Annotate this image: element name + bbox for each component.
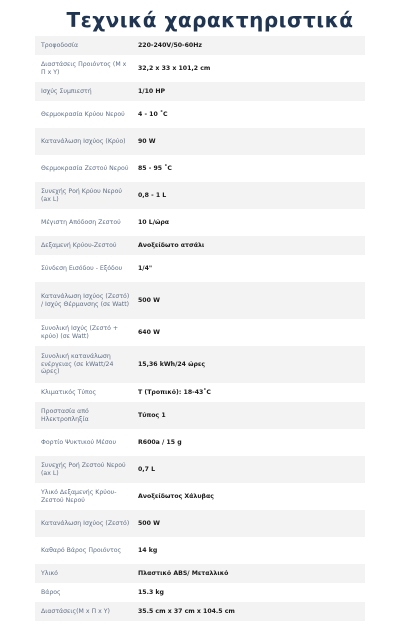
spec-label: Συνεχής Ροή Κρύου Νερού (ax L) xyxy=(35,182,132,209)
spec-row xyxy=(35,255,365,282)
spec-label: Συνολική κατανάλωση ενέργειας (σε kWatt/24 ώρες) xyxy=(35,346,132,383)
spec-value: 90 W xyxy=(132,128,365,155)
spec-row xyxy=(35,346,365,383)
spec-row xyxy=(35,182,365,209)
spec-label: Κατανάλωση Ισχύος (Ζεστό) / Ισχύς Θέρμανσης (σε Watt) xyxy=(35,282,132,319)
spec-value: 1/10 HP xyxy=(132,82,365,101)
spec-value: R600a / 15 g xyxy=(132,429,365,456)
spec-label: Θερμοκρασία Κρύου Νερού xyxy=(35,101,132,128)
spec-label: Φορτίο Ψυκτικού Μέσου xyxy=(35,429,132,456)
spec-row xyxy=(35,236,365,255)
spec-value: 14 kg xyxy=(132,537,365,564)
spec-row xyxy=(35,101,365,128)
spec-table xyxy=(35,36,365,621)
spec-value: Ανοξείδωτο ατσάλι xyxy=(132,236,365,255)
spec-row xyxy=(35,483,365,510)
spec-row xyxy=(35,456,365,483)
spec-value: 0,8 - 1 L xyxy=(132,182,365,209)
spec-row xyxy=(35,402,365,429)
spec-value: T (Τροπικό): 18-43˚C xyxy=(132,383,365,402)
spec-value: 500 W xyxy=(132,510,365,537)
spec-label: Κατανάλωση Ισχύος (Κρύο) xyxy=(35,128,132,155)
spec-value: 15.3 kg xyxy=(132,583,365,602)
spec-label: Ισχύς Συμπιεστή xyxy=(35,82,132,101)
spec-value: 0,7 L xyxy=(132,456,365,483)
spec-label: Κατανάλωση Ισχύος (Ζεστό) xyxy=(35,510,132,537)
spec-value: Τύπος 1 xyxy=(132,402,365,429)
spec-value: 35.5 cm x 37 cm x 104.5 cm xyxy=(132,602,365,621)
spec-value: 10 L/ώρα xyxy=(132,209,365,236)
spec-value: 640 W xyxy=(132,319,365,346)
spec-row xyxy=(35,602,365,621)
spec-label: Τροφοδοσία xyxy=(35,36,132,55)
spec-row xyxy=(35,383,365,402)
spec-row xyxy=(35,564,365,583)
spec-label: Συνολική Ισχύς (Ζεστό + κρύο) (σε Watt) xyxy=(35,319,132,346)
spec-label: Υλικό xyxy=(35,564,132,583)
spec-value: 220-240V/50-60Hz xyxy=(132,36,365,55)
spec-value: 1/4" xyxy=(132,255,365,282)
spec-row xyxy=(35,36,365,55)
spec-label: Θερμοκρασία Ζεστού Νερού xyxy=(35,155,132,182)
spec-row xyxy=(35,537,365,564)
spec-value: 85 - 95 ˚C xyxy=(132,155,365,182)
spec-row xyxy=(35,155,365,182)
spec-label: Κλιματικός Τύπος xyxy=(35,383,132,402)
spec-row xyxy=(35,209,365,236)
spec-label: Συνεχής Ροή Ζεστού Νερού (ax L) xyxy=(35,456,132,483)
spec-row xyxy=(35,128,365,155)
spec-row xyxy=(35,583,365,602)
spec-label: Δεξαμενή Κρύου-Ζεστού xyxy=(35,236,132,255)
spec-value: 500 W xyxy=(132,282,365,319)
spec-label: Μέγιστη Απόδοση Ζεστού xyxy=(35,209,132,236)
spec-row xyxy=(35,55,365,82)
spec-row xyxy=(35,282,365,319)
spec-value: 4 - 10 ˚C xyxy=(132,101,365,128)
spec-label: Διαστάσεις Προιόντος (Μ x Π x Υ) xyxy=(35,55,132,82)
spec-label: Υλικό Δεξαμενής Κρύου-Ζεστού Νερού xyxy=(35,483,132,510)
spec-row xyxy=(35,510,365,537)
spec-row xyxy=(35,82,365,101)
spec-label: Διαστάσεις(Μ x Π x Υ) xyxy=(35,602,132,621)
spec-value: 15,36 kWh/24 ώρες xyxy=(132,346,365,383)
spec-value: Ανοξείδωτος Χάλυβας xyxy=(132,483,365,510)
spec-label: Βάρος xyxy=(35,583,132,602)
spec-row xyxy=(35,429,365,456)
spec-row xyxy=(35,319,365,346)
spec-value: 32,2 x 33 x 101,2 cm xyxy=(132,55,365,82)
spec-label: Προστασία από Ηλεκτροπληξία xyxy=(35,402,132,429)
page-title: Τεχνικά χαρακτηριστικά xyxy=(66,8,354,32)
spec-value: Πλαστικό ABS/ Μεταλλικό xyxy=(132,564,365,583)
spec-label: Σύνδεση Εισόδου - Εξόδου xyxy=(35,255,132,282)
spec-label: Καθαρό Βάρος Προιόντος xyxy=(35,537,132,564)
